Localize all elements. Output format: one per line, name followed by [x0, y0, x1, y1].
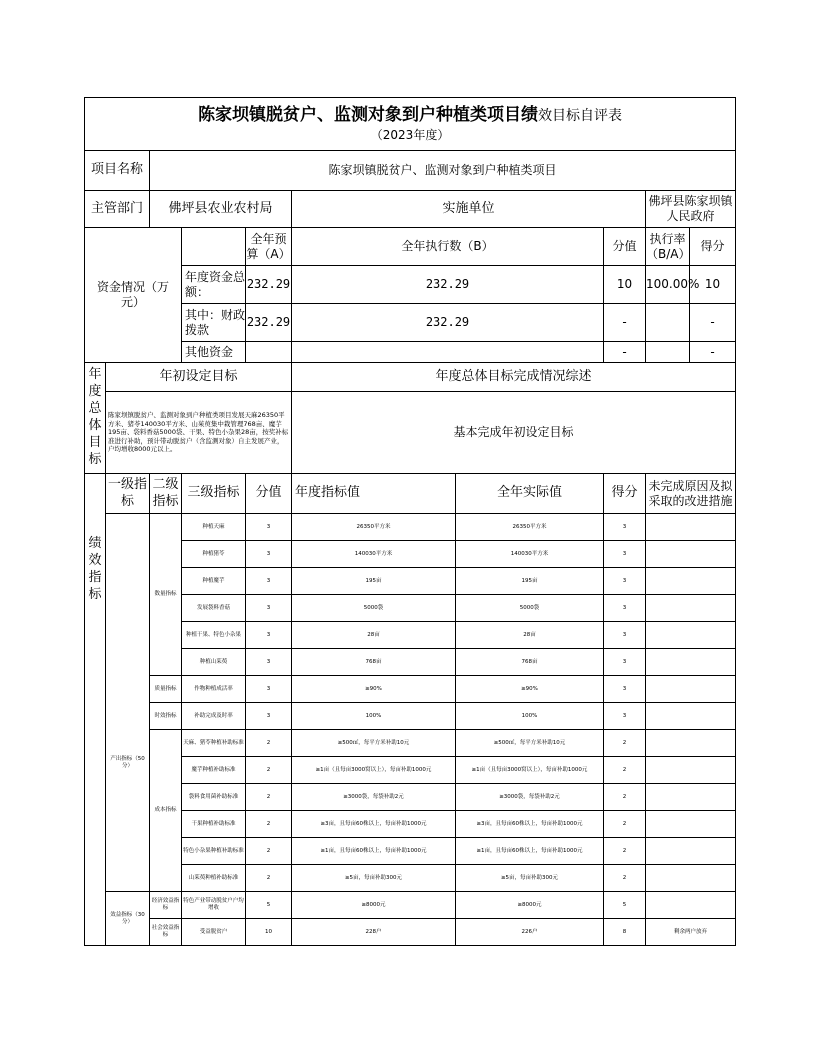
funds-row-got: - — [690, 342, 736, 363]
l3-target: ≥5亩，每亩补助300元 — [292, 865, 456, 892]
l3-got: 5 — [604, 892, 646, 919]
project-name-label: 项目名称 — [85, 151, 150, 191]
l3-actual: 5000袋 — [456, 595, 604, 622]
l3-target: 26350平方米 — [292, 514, 456, 541]
l3-score: 3 — [246, 676, 292, 703]
l2-economic: 经济效益指标 — [150, 892, 182, 919]
perf-header-reason: 未完成原因及拟采取的改进措施 — [646, 474, 736, 514]
funds-blank-header — [182, 228, 246, 266]
funds-row-exec: 232.29 — [292, 304, 604, 342]
l3-actual: 140030平方米 — [456, 541, 604, 568]
funds-row-rate: 100.00% — [646, 266, 690, 304]
funds-row-score: - — [604, 304, 646, 342]
form-title: 陈家坝镇脱贫户、监测对象到户种植类项目绩 — [198, 104, 539, 125]
l3-got: 2 — [604, 811, 646, 838]
perf-header-target: 年度指标值 — [292, 474, 456, 514]
perf-header-l1: 一级指标 — [106, 474, 150, 514]
l3-got: 3 — [604, 703, 646, 730]
l3-actual: 26350平方米 — [456, 514, 604, 541]
l3-name: 种植猪苓 — [182, 541, 246, 568]
l3-target: 140030平方米 — [292, 541, 456, 568]
l3-name: 袋料食用菌补助标准 — [182, 784, 246, 811]
l3-got: 3 — [604, 622, 646, 649]
l3-actual: ≥90% — [456, 676, 604, 703]
col-exec-header: 全年执行数（B） — [292, 228, 604, 266]
l3-got: 2 — [604, 757, 646, 784]
l3-target: ≥90% — [292, 676, 456, 703]
l3-target: 228户 — [292, 919, 456, 946]
funds-row-score: 10 — [604, 266, 646, 304]
l2-social: 社会效益指标 — [150, 919, 182, 946]
l3-score: 3 — [246, 514, 292, 541]
l3-score: 3 — [246, 703, 292, 730]
l3-target: ≥3000袋，每袋补助2元 — [292, 784, 456, 811]
evaluation-table — [84, 97, 736, 946]
l3-name: 发展袋料香菇 — [182, 595, 246, 622]
col-rate-header: 执行率（B/A） — [646, 228, 690, 266]
funds-row-exec — [292, 342, 604, 363]
l3-reason — [646, 703, 736, 730]
l3-score: 10 — [246, 919, 292, 946]
l1-output: 产出指标（50分） — [106, 514, 150, 892]
l3-reason — [646, 568, 736, 595]
unit-value: 佛坪县陈家坝镇人民政府 — [646, 191, 736, 228]
l3-score: 2 — [246, 838, 292, 865]
l3-actual: ≥1亩（且每亩3000窝以上），每亩补助1000元 — [456, 757, 604, 784]
perf-header-got: 得分 — [604, 474, 646, 514]
l3-got: 3 — [604, 541, 646, 568]
funds-row-got: 10 — [690, 266, 736, 304]
l3-actual: ≥8000元 — [456, 892, 604, 919]
initial-goal-label: 年初设定目标 — [106, 363, 292, 392]
l3-score: 5 — [246, 892, 292, 919]
l3-target: 100% — [292, 703, 456, 730]
l3-actual: 768亩 — [456, 649, 604, 676]
funds-row-budget: 232.29 — [246, 304, 292, 342]
funds-row-rate — [646, 342, 690, 363]
funds-row-rate — [646, 304, 690, 342]
l3-reason — [646, 649, 736, 676]
l2-time: 时效指标 — [150, 703, 182, 730]
l3-reason — [646, 811, 736, 838]
l2-quantity: 数量指标 — [150, 514, 182, 676]
l3-name: 种植魔芋 — [182, 568, 246, 595]
l3-got: 3 — [604, 676, 646, 703]
l3-name: 特色产业带动脱贫户户均增收 — [182, 892, 246, 919]
title-cell — [85, 98, 736, 151]
l3-actual: ≥3亩，且每亩60株以上，每亩补助1000元 — [456, 811, 604, 838]
l3-name: 种植干果、特色小杂果 — [182, 622, 246, 649]
l3-got: 3 — [604, 595, 646, 622]
funds-row-got: - — [690, 304, 736, 342]
l3-score: 3 — [246, 595, 292, 622]
l3-score: 3 — [246, 622, 292, 649]
l3-name: 受益脱贫户 — [182, 919, 246, 946]
l3-reason — [646, 622, 736, 649]
l1-benefit: 效益指标（30分） — [106, 892, 150, 946]
col-budget-header: 全年预算（A） — [246, 228, 292, 266]
l3-got: 8 — [604, 919, 646, 946]
evaluation-form — [84, 97, 735, 954]
l3-actual: 100% — [456, 703, 604, 730]
l3-reason — [646, 784, 736, 811]
dept-label: 主管部门 — [85, 191, 150, 228]
l3-name: 干果种植补助标准 — [182, 811, 246, 838]
l3-got: 2 — [604, 730, 646, 757]
funds-row-name: 年度资金总额： — [182, 266, 246, 304]
perf-header-l2: 二级指标 — [150, 474, 182, 514]
l3-target: ≥8000元 — [292, 892, 456, 919]
l3-score: 3 — [246, 541, 292, 568]
funds-row-name: 其中：财政拨款 — [182, 304, 246, 342]
l3-score: 2 — [246, 865, 292, 892]
l3-name: 特色小杂果种植补助标准 — [182, 838, 246, 865]
l3-name: 种植天麻 — [182, 514, 246, 541]
l3-got: 2 — [604, 838, 646, 865]
l3-target: 5000袋 — [292, 595, 456, 622]
l3-name: 补助完成及时率 — [182, 703, 246, 730]
project-name-value: 陈家坝镇脱贫户、监测对象到户种植类项目 — [150, 151, 736, 191]
l3-name: 种植山茱萸 — [182, 649, 246, 676]
l3-reason — [646, 676, 736, 703]
perf-header-actual: 全年实际值 — [456, 474, 604, 514]
l3-target: ≥1亩，且每亩60株以上，每亩补助1000元 — [292, 838, 456, 865]
overall-label: 年度总体目标 — [85, 363, 106, 474]
l3-reason: 剩余两户放弃 — [646, 919, 736, 946]
l3-reason — [646, 892, 736, 919]
l3-actual: 195亩 — [456, 568, 604, 595]
perf-label: 绩效指标 — [85, 474, 106, 946]
perf-header-l3: 三级指标 — [182, 474, 246, 514]
funds-row-budget — [246, 342, 292, 363]
l3-actual: ≥5亩，每亩补助300元 — [456, 865, 604, 892]
form-year: （2023年度） — [370, 128, 450, 143]
funds-row-name: 其他资金 — [182, 342, 246, 363]
l3-score: 2 — [246, 784, 292, 811]
l3-reason — [646, 757, 736, 784]
l3-got: 3 — [604, 649, 646, 676]
l3-actual: ≥500㎡，每平方米补助10元 — [456, 730, 604, 757]
l3-target: ≥500㎡，每平方米补助10元 — [292, 730, 456, 757]
l3-name: 魔芋种植补助标准 — [182, 757, 246, 784]
funds-label: 资金情况（万元） — [85, 228, 182, 363]
l3-got: 3 — [604, 568, 646, 595]
funds-row-score: - — [604, 342, 646, 363]
l2-quality: 质量指标 — [150, 676, 182, 703]
l3-reason — [646, 541, 736, 568]
l3-name: 作物种植成活率 — [182, 676, 246, 703]
l3-target: 28亩 — [292, 622, 456, 649]
l3-name: 山茱萸种植补助标准 — [182, 865, 246, 892]
l3-got: 2 — [604, 865, 646, 892]
l3-reason — [646, 595, 736, 622]
l3-actual: 28亩 — [456, 622, 604, 649]
funds-row-exec: 232.29 — [292, 266, 604, 304]
initial-goal-text: 陈家坝镇脱贫户、监测对象到户种植类项目发展天麻26350平方米、猪苓140030平方米、山茱萸集中栽管理768亩、魔芋195亩、袋料香菇5000袋、干果、特色小杂果28亩，按奖补标准进行补助，预计带动脱贫户（含监测对象）自主发展产业，户均增收8000元以上。 — [106, 392, 292, 474]
perf-header-score: 分值 — [246, 474, 292, 514]
l3-actual: ≥1亩，且每亩60株以上，每亩补助1000元 — [456, 838, 604, 865]
completion-label: 年度总体目标完成情况综述 — [292, 363, 736, 392]
l3-score: 2 — [246, 811, 292, 838]
l3-reason — [646, 838, 736, 865]
l3-score: 3 — [246, 568, 292, 595]
form-title-tail: 效目标自评表 — [538, 107, 623, 124]
l3-reason — [646, 865, 736, 892]
l2-cost: 成本指标 — [150, 730, 182, 892]
l3-reason — [646, 514, 736, 541]
l3-got: 3 — [604, 514, 646, 541]
col-got-header: 得分 — [690, 228, 736, 266]
l3-score: 2 — [246, 757, 292, 784]
funds-row-budget: 232.29 — [246, 266, 292, 304]
l3-actual: ≥3000袋，每袋补助2元 — [456, 784, 604, 811]
l3-target: 768亩 — [292, 649, 456, 676]
l3-target: 195亩 — [292, 568, 456, 595]
l3-target: ≥3亩，且每亩60株以上，每亩补助1000元 — [292, 811, 456, 838]
l3-name: 天麻、猪苓种植补助标准 — [182, 730, 246, 757]
dept-value: 佛坪县农业农村局 — [150, 191, 292, 228]
l3-actual: 226户 — [456, 919, 604, 946]
l3-reason — [646, 730, 736, 757]
col-score-header: 分值 — [604, 228, 646, 266]
l3-score: 3 — [246, 649, 292, 676]
l3-target: ≥1亩（且每亩3000窝以上），每亩补助1000元 — [292, 757, 456, 784]
unit-label: 实施单位 — [292, 191, 646, 228]
completion-text: 基本完成年初设定目标 — [292, 392, 736, 474]
l3-got: 2 — [604, 784, 646, 811]
l3-score: 2 — [246, 730, 292, 757]
